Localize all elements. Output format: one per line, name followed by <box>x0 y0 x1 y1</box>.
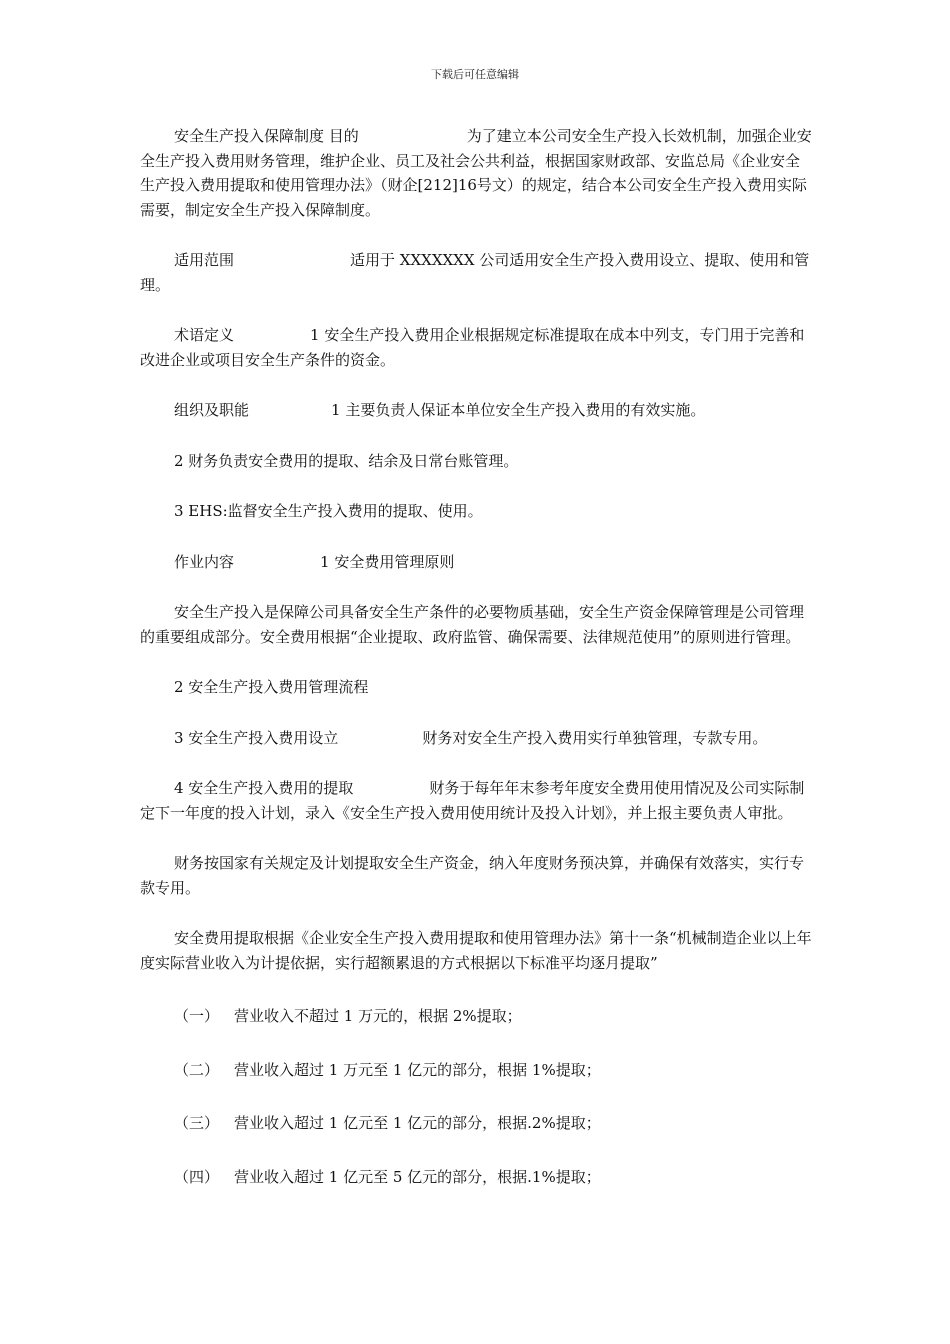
extract-paragraph <box>140 776 812 825</box>
rate-list-item-text: 营业收入超过 1 亿元至 5 亿元的部分，根据.1%提取； <box>234 1167 601 1186</box>
document-body <box>140 124 812 1189</box>
scope-paragraph <box>140 248 812 297</box>
org-item-2: 2 财务负责安全费用的提取、结余及日常台账管理。 <box>174 451 519 470</box>
terms-text: 1 安全生产投入费用企业根据规定标准提取在成本中列支，专门用于完善和改进企业或项目安全生产条件的资金。 <box>140 326 805 369</box>
work-paragraph <box>140 550 812 575</box>
rate-list-item-number: （四） <box>174 1167 220 1186</box>
page-header: 下载后可任意编辑 <box>431 68 519 81</box>
extract-text: 财务于每年年末参考年度安全费用使用情况及公司实际制定下一年度的投入计划，录入《安全生产投入费用使用统计及投入计划》，并上报主要负责人审批。 <box>140 779 805 822</box>
org-item-3: 3 EHS:监督安全生产投入费用的提取、使用。 <box>174 502 483 520</box>
purpose-text: 为了建立本公司安全生产投入长效机制，加强企业安全生产投入费用财务管理，维护企业、员工及社会公共利益，根据国家财政部、安监总局《企业安全生产投入费用提取和使用管理办法》（财企[212]16号文）的规定，结合本公司安全生产投入费用实际需要，制定安全生产投入保障制度。 <box>140 127 812 219</box>
terms-paragraph <box>140 323 812 372</box>
rate-list-item <box>140 1004 812 1029</box>
rate-list-item <box>140 1058 812 1083</box>
purpose-paragraph <box>140 124 812 222</box>
extract-label: 4 安全生产投入费用的提取 <box>174 779 354 797</box>
org-text: 1 主要负责人保证本单位安全生产投入费用的有效实施。 <box>331 401 706 419</box>
work-text: 1 安全费用管理原则 <box>320 552 455 571</box>
rate-list-item <box>140 1111 812 1136</box>
org-label: 组织及职能 <box>174 401 250 419</box>
setup-paragraph <box>140 726 812 751</box>
rate-list-item-text: 营业收入不超过 1 万元的，根据 2%提取； <box>234 1007 522 1025</box>
setup-text: 财务对安全生产投入费用实行单独管理，专款专用。 <box>422 728 768 747</box>
rate-list-item-number: （二） <box>174 1060 220 1079</box>
basis-paragraph: 安全费用提取根据《企业安全生产投入费用提取和使用管理办法》第十一条“机械制造企业以上年度实际营业收入为计提依据，实行超额累退的方式根据以下标准平均逐月提取” <box>140 929 812 972</box>
rate-list-item <box>140 1165 812 1190</box>
scope-label: 适用范围 <box>174 251 235 269</box>
rate-list-item-number: （一） <box>174 1007 220 1025</box>
scope-text: 适用于 XXXXXXX 公司适用安全生产投入费用设立、提取、使用和管理。 <box>140 251 810 294</box>
flow-paragraph: 2 安全生产投入费用管理流程 <box>174 678 369 696</box>
purpose-label: 安全生产投入保障制度 目的 <box>174 127 359 145</box>
setup-label: 3 安全生产投入费用设立 <box>174 728 339 747</box>
rate-list-item-number: （三） <box>174 1114 220 1132</box>
finance-paragraph: 财务按国家有关规定及计划提取安全生产资金，纳入年度财务预决算，并确保有效落实，实行专款专用。 <box>140 854 805 897</box>
rate-list <box>140 1004 812 1189</box>
terms-label: 术语定义 <box>174 326 235 344</box>
principle-paragraph: 安全生产投入是保障公司具备安全生产条件的必要物质基础，安全生产资金保障管理是公司管理的重要组成部分。安全费用根据“企业提取、政府监管、确保需要、法律规范使用”的原则进行管理。 <box>140 603 805 646</box>
rate-list-item-text: 营业收入超过 1 亿元至 1 亿元的部分，根据.2%提取； <box>234 1114 601 1132</box>
work-label: 作业内容 <box>174 552 235 571</box>
rate-list-item-text: 营业收入超过 1 万元至 1 亿元的部分，根据 1%提取； <box>234 1060 601 1079</box>
org-paragraph <box>140 398 812 423</box>
